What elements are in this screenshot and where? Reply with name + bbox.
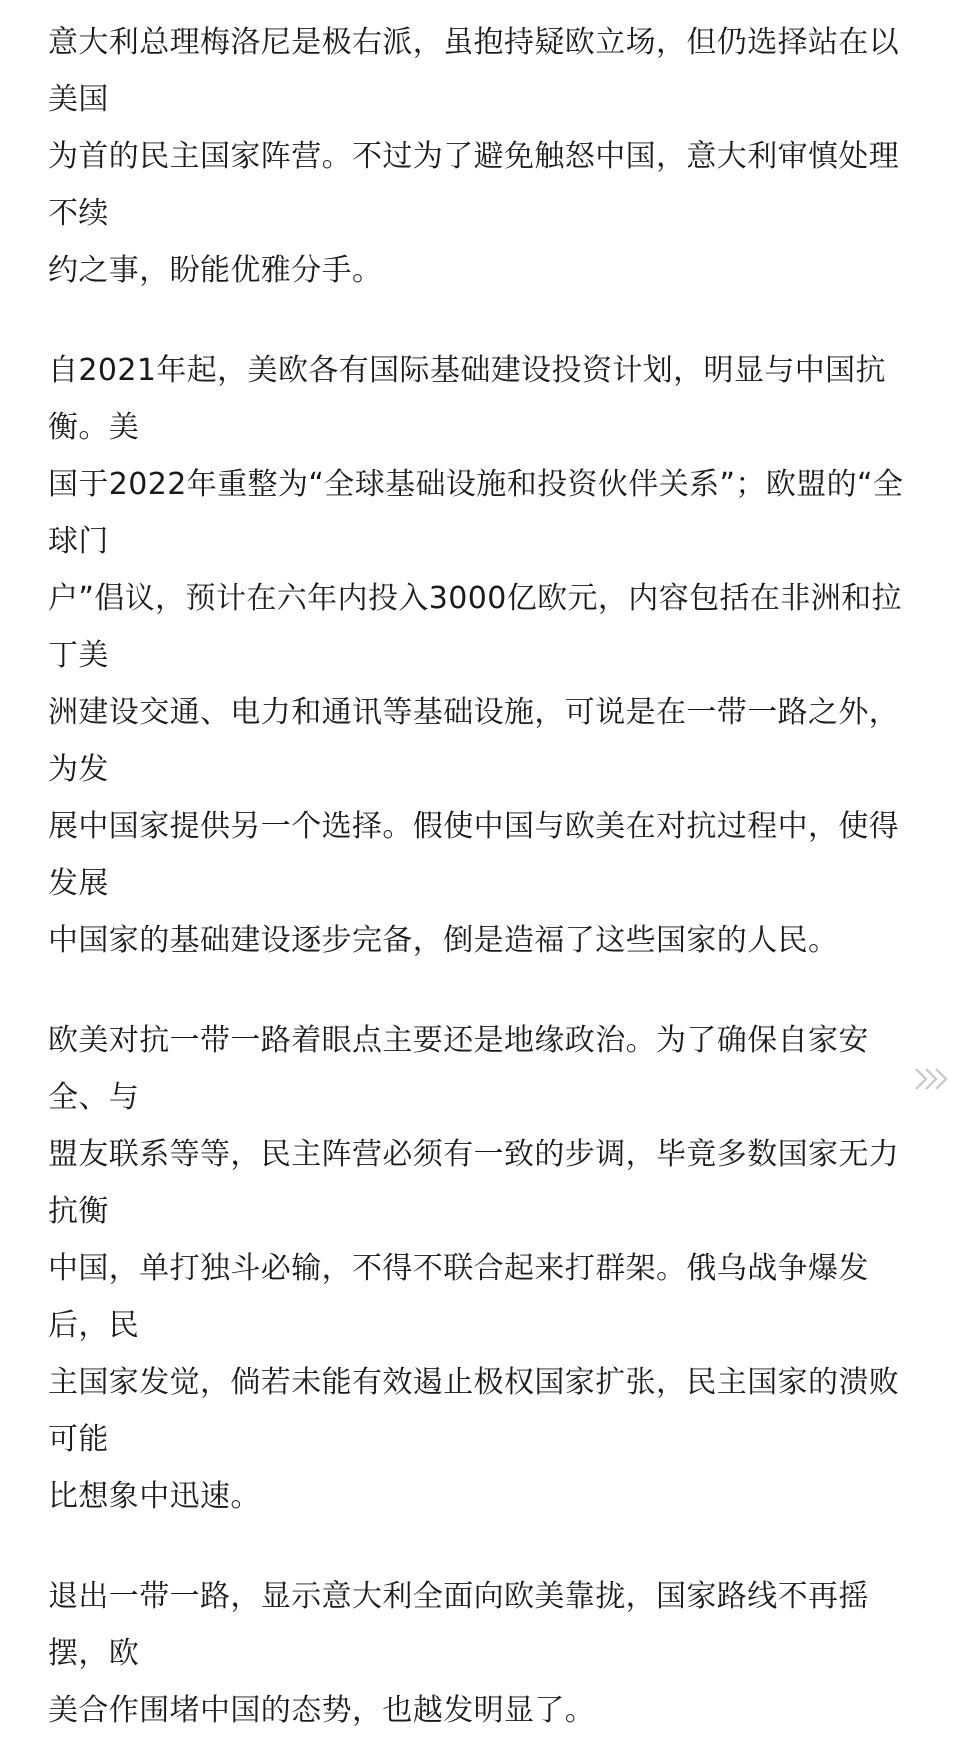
paragraph-2: 自2021年起，美欧各有国际基础建设投资计划，明显与中国抗衡。美 国于2022年重整为“全球基础设施和投资伙伴关系”；欧盟的“全球门 户”倡议，预计在六年内投入3000亿欧元，内容包括在非洲和拉丁美 洲建设交通、电力和通讯等基础设施，可说是在一带一路之外，为发 展中国家提供另一个选择。假使中国与欧美在对抗过程中，使得发展 中国家的基础建设逐步完备，倒是造福了这些国家的人民。 <box>48 353 904 958</box>
article-body <box>48 14 920 1739</box>
paragraph-4: 退出一带一路，显示意大利全面向欧美靠拢，国家路线不再摇摆，欧 美合作围堵中国的态势，也越发明显了。 <box>48 1579 869 1728</box>
watermark <box>912 1066 952 1092</box>
double-chevron-right-icon <box>912 1066 952 1092</box>
paragraph-3: 欧美对抗一带一路着眼点主要还是地缘政治。为了确保自家安全、与 盟友联系等等，民主阵营必须有一致的步调，毕竟多数国家无力抗衡 中国，单打独斗必输，不得不联合起来打群架。俄乌战争爆发后，民 主国家发觉，倘若未能有效遏止极权国家扩张，民主国家的溃败可能 比想象中迅速。 <box>48 1023 900 1514</box>
paragraph-1: 意大利总理梅洛尼是极右派，虽抱持疑欧立场，但仍选择站在以美国 为首的民主国家阵营。不过为了避免触怒中国，意大利审慎处理不续 约之事，盼能优雅分手。 <box>48 25 900 288</box>
